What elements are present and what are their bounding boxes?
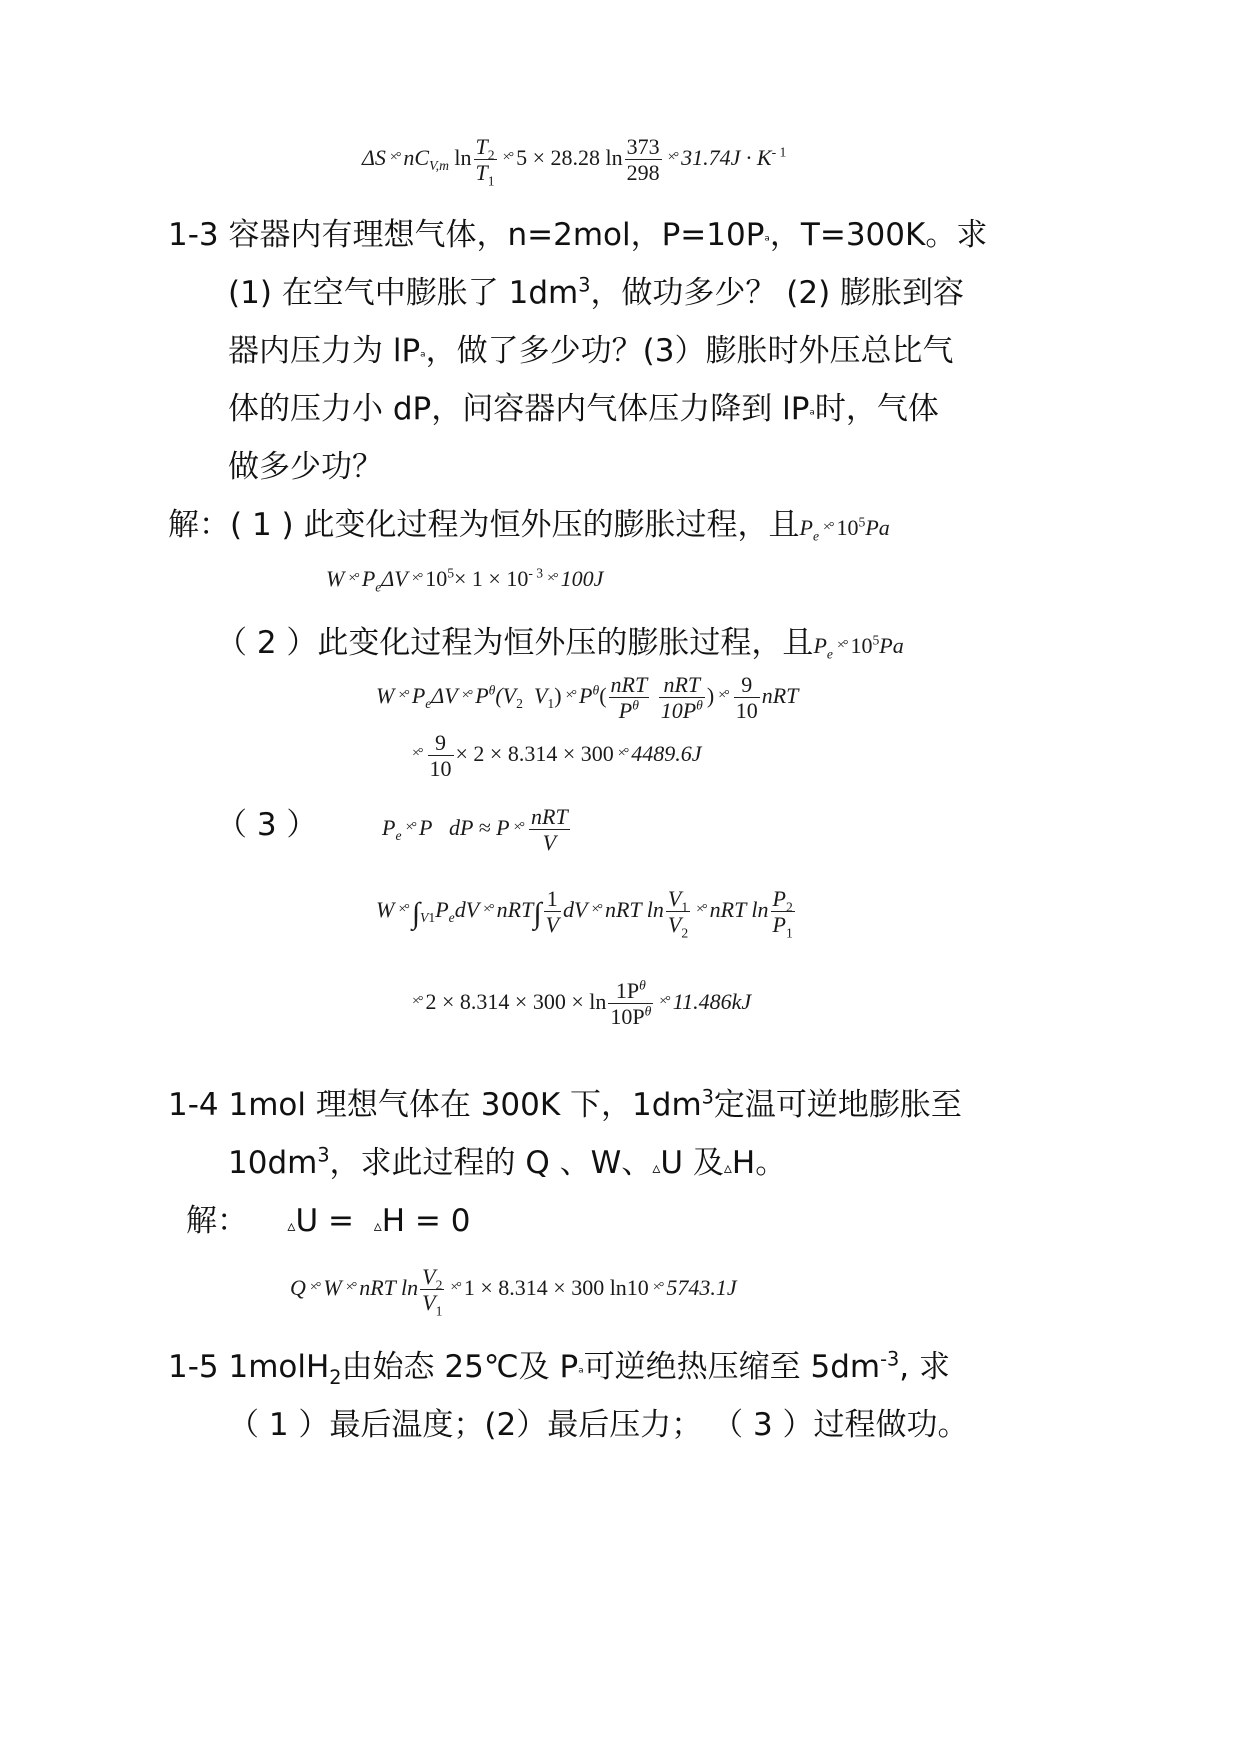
equation-1-3-part3-line1: $P_e\times^\circ$ P dP ≈ P ×° $\frac{\text{nRT}}{V}$ xyxy=(382,804,568,856)
problem-1-4-line1: 1-4 1mol 理想气体在 300K 下，$1dm^3$定温可逆地膨胀至 xyxy=(168,1085,962,1123)
solution-1-3-part1: 解：( 1 ) 此变化过程为恒外压的膨胀过程，且$P_e\times^\circ$ $10^5Pa$ xyxy=(168,507,890,544)
problem-1-5-line2: （ 1 ）最后温度；(2）最后压力； （ 3 ）过程做功。 xyxy=(228,1407,969,1443)
equation-entropy: ΔS ×° $nC_{V,m}$ ln $\frac{T_2}{T_1}$ ×° 5 × 28.28 ln $\frac{373}{298}$ ×° $31.74J \cdot K^{- 1}$ xyxy=(362,134,787,189)
solution-1-3-part2: （ 2 ）此变化过程为恒外压的膨胀过程，且$P_e\times^\circ$ $10^5Pa$ xyxy=(216,625,904,662)
solution-1-3-part3-label: （ 3 ） xyxy=(216,807,318,843)
equation-1-3-part3-line3: ×° 2 × 8.314 × 300 × ln $\frac{1P^\theta}{10P^\theta}$ ×° 11.486kJ xyxy=(412,977,752,1030)
equation-1-4: Q ×° W ×° nRT ln $\frac{V_2}{V_1}$ ×° 1 × 8.314 × 300 ln10 ×° 5743.1J xyxy=(290,1264,737,1319)
problem-1-3-line2: (1) 在空气中膨胀了 $1dm^3$，做功多少？ (2) 膨胀到容 xyxy=(228,273,965,311)
equation-1-3-part1: W ×° $P_e\Delta V$ ×° $10^5\times 1 \times 10^{- 3}$ ×° 100J xyxy=(326,565,604,595)
equation-1-3-part2-line2: ×° $\frac{9}{10}$ × 2 × 8.314 × 300 ×° 4489.6J xyxy=(412,730,702,782)
problem-1-3-line3: 器内压力为 lPᵃ，做了多少功？(3）膨胀时外压总比气 xyxy=(228,333,954,369)
equation-1-3-part3-line2: W ×° $\int_{V1}P_edV$ ×° nRT∫ $\frac{1}{V}$ dV ×° nRT ln $\frac{V_1}{V_2}$ ×° nRT ln $\frac{P_2}{P_1}$ xyxy=(376,886,793,941)
equation-1-3-part2-line1: W ×° $P_e\Delta V$ ×° $P^\theta(V_2$ $V_1$) ×° $P^\theta$( $\frac{\text{nRT}}{P^\theta}$ $\frac{\text{nRT}}{10P^\theta}$ ) ×° $\frac{9}{10}$ nRT xyxy=(376,672,799,724)
problem-1-3-line5: 做多少功？ xyxy=(228,449,383,485)
problem-1-3-line4: 体的压力小 dP，问容器内气体压力降到 lPᵃ时，气体 xyxy=(228,391,939,427)
problem-1-3-line1: 1-3 容器内有理想气体，n=2mol，P=10Pᵃ，T=300K。求 xyxy=(168,217,988,253)
solution-1-4-label: 解： ▵U = ▵H = 0 xyxy=(186,1203,471,1239)
problem-1-5-line1: 1-5 1molH$_2$由始态 25℃及 Pᵃ可逆绝热压缩至 $5dm^{-3}$, 求 xyxy=(168,1347,950,1390)
problem-1-4-line2: $10dm^3$，求此过程的 Q 、W、▵U 及▵H。 xyxy=(228,1143,787,1181)
